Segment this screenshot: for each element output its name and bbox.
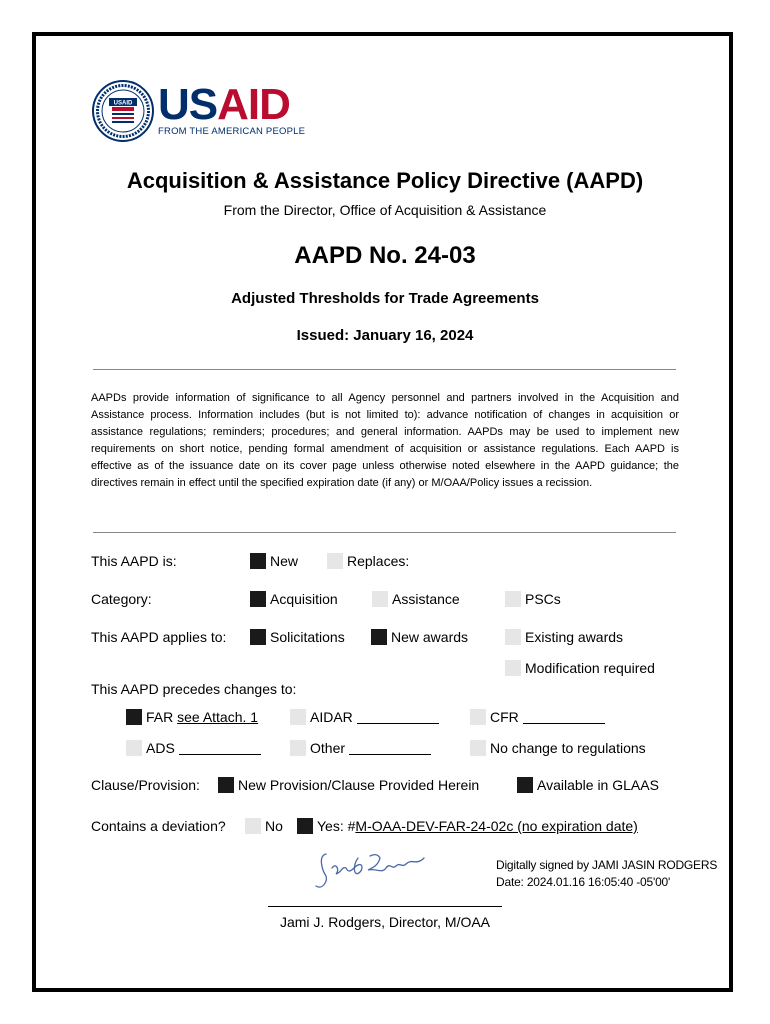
checkbox-unchecked (470, 740, 486, 756)
checkbox-unchecked (290, 740, 306, 756)
usaid-wordmark (158, 80, 305, 129)
option-far (126, 709, 258, 725)
handwritten-signature (312, 846, 442, 896)
clause-label: Clause/Provision: (91, 777, 200, 793)
option-solicitations (250, 629, 345, 645)
option-pscs (505, 591, 561, 607)
option-solicitations-label: Solicitations (270, 629, 345, 645)
option-pscs-label: PSCs (525, 591, 561, 607)
applies-label: This AAPD applies to: (91, 629, 227, 645)
logo-tagline: FROM THE AMERICAN PEOPLE (158, 126, 306, 137)
option-assistance (372, 591, 460, 607)
option-glaas-label: Available in GLAAS (537, 777, 659, 793)
option-aidar-label: AIDAR (310, 709, 353, 725)
seal-label: USAID (113, 100, 133, 107)
option-assistance-label: Assistance (392, 591, 460, 607)
option-new-awards (371, 629, 468, 645)
ads-blank (179, 742, 261, 755)
option-cfr-label: CFR (490, 709, 519, 725)
option-new-label: New (270, 553, 299, 569)
option-cfr (470, 709, 605, 725)
wordmark-aid: AID (217, 80, 290, 129)
option-ads (126, 740, 261, 756)
issued-date: Issued: January 16, 2024 (296, 327, 474, 344)
checkbox-checked (250, 591, 266, 607)
checkbox-checked (517, 777, 533, 793)
option-aidar (290, 709, 439, 725)
option-new-provision-label: New Provision/Clause Provided Herein (238, 777, 480, 793)
option-no-label: No (265, 818, 283, 834)
checkbox-unchecked (505, 591, 521, 607)
aapd-topic: Adjusted Thresholds for Trade Agreements (231, 290, 539, 307)
far-value: see Attach. 1 (177, 709, 259, 725)
checkbox-checked (218, 777, 234, 793)
checkbox-checked (297, 818, 313, 834)
checkbox-unchecked (372, 591, 388, 607)
option-acquisition-label: Acquisition (270, 591, 338, 607)
cfr-blank (523, 711, 605, 724)
option-acquisition (250, 591, 338, 607)
checkbox-unchecked (505, 660, 521, 676)
option-no-change (470, 740, 646, 756)
checkbox-checked (126, 709, 142, 725)
option-existing-awards-label: Existing awards (525, 629, 624, 645)
checkbox-unchecked (505, 629, 521, 645)
option-new-provision (218, 777, 479, 793)
checkbox-unchecked (245, 818, 261, 834)
checkbox-checked (250, 629, 266, 645)
checkbox-unchecked (290, 709, 306, 725)
option-modification-label: Modification required (525, 660, 655, 676)
option-new-awards-label: New awards (391, 629, 469, 645)
option-glaas (517, 777, 659, 793)
signature-text: Jami J. Rodgers (312, 846, 320, 847)
document-subtitle: From the Director, Office of Acquisition & Assistance (223, 202, 547, 218)
checkbox-checked (371, 629, 387, 645)
aapd-number: AAPD No. 24-03 (294, 242, 476, 269)
option-no (245, 818, 283, 834)
aidar-blank (357, 711, 439, 724)
checkbox-checked (250, 553, 266, 569)
signature-line (268, 906, 502, 907)
usaid-logo (92, 80, 305, 142)
option-modification (505, 660, 655, 676)
digital-signature-line1: Digitally signed by JAMI JASIN RODGERS (496, 858, 718, 872)
divider-bottom (93, 532, 676, 533)
precedes-label: This AAPD precedes changes to: (91, 681, 297, 697)
usaid-seal-icon (92, 80, 154, 142)
option-replaces-label: Replaces: (347, 553, 410, 569)
intro-paragraph: AAPDs provide information of significance to all Agency personnel and partners involved in the Acquisition and Assistance process. Information includes (but is not limited to): advance notification of changes in acquisition or assistance regulations; reminders; procedures; and general information. AAPDs may be used to implement new requirements on short notice, pending formal amendment of acquisition or assistance regulations. Each AAPD is effective as of the issuance date on its cover page unless otherwise noted elsewhere in the AAPD guidance; the directives remain in effect until the specified expiration date (if any) or M/OAA/Policy issues a recission. (91, 392, 679, 489)
document-title: Acquisition & Assistance Policy Directive (AAPD) (126, 168, 644, 193)
checkbox-unchecked (126, 740, 142, 756)
option-existing-awards (505, 629, 623, 645)
option-other-label: Other (310, 740, 346, 756)
deviation-number: M-OAA-DEV-FAR-24-02c (no expiration date) (355, 818, 638, 834)
divider-top (93, 369, 676, 370)
other-blank (349, 742, 431, 755)
option-yes (297, 818, 638, 834)
checkbox-unchecked (470, 709, 486, 725)
option-far-label: FAR (146, 709, 174, 725)
option-other (290, 740, 431, 756)
category-label: Category: (91, 591, 152, 607)
wordmark-us: US (158, 80, 218, 129)
option-ads-label: ADS (146, 740, 175, 756)
digital-signature-line2: Date: 2024.01.16 16:05:40 -05'00' (496, 875, 671, 889)
signer-name: Jami J. Rodgers, Director, M/OAA (279, 914, 491, 930)
option-no-change-label: No change to regulations (490, 740, 646, 756)
option-yes-label: Yes: # (317, 818, 356, 834)
option-new (250, 553, 298, 569)
checkbox-unchecked (327, 553, 343, 569)
option-replaces (327, 553, 409, 569)
aapd-type-label: This AAPD is: (91, 553, 177, 569)
deviation-label: Contains a deviation? (91, 818, 226, 834)
